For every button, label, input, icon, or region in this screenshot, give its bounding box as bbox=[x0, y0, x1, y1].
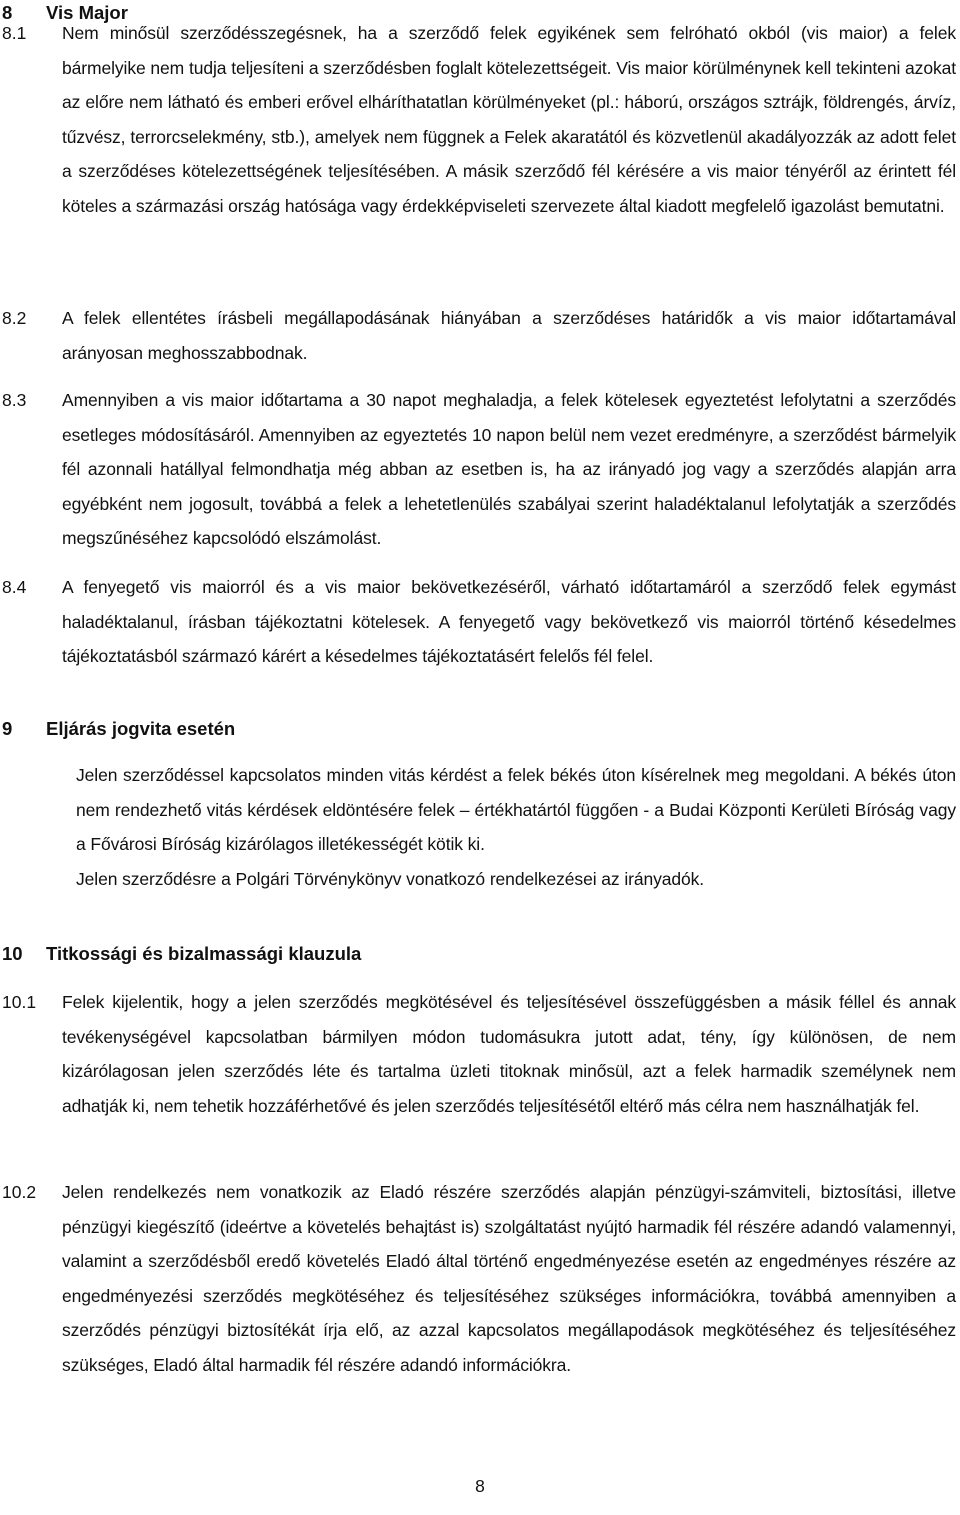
paragraph-number: 10.1 bbox=[2, 992, 37, 1012]
paragraph-8-2 bbox=[2, 301, 956, 370]
paragraph-10-2 bbox=[2, 1175, 956, 1382]
section-number: 8 bbox=[2, 2, 13, 23]
paragraph-text: A fenyegető vis maiorról és a vis maior bekövetkezéséről, várható időtartamáról a szerződő felek egymást haladéktalanul, írásban tájékoztatni kötelesek. A fenyegető vagy bekövetkező vis maiorról történő késedelmes tájékoztatásból származó kárért a késedelmes tájékoztatásért felelős fél felel. bbox=[62, 577, 956, 666]
paragraph-number: 8.3 bbox=[2, 390, 27, 410]
paragraph-8-1 bbox=[2, 16, 956, 223]
section-9-text-1: Jelen szerződéssel kapcsolatos minden vitás kérdést a felek békés úton kísérelnek meg megoldani. A békés úton nem rendezhető vitás kérdések eldöntésére felek – értékhatártól függően - a Budai Központi Kerületi Bíróság vagy a Fővárosi Bíróság kizárólagos illetékességét kötik ki. bbox=[76, 765, 956, 854]
section-9-body bbox=[76, 758, 956, 896]
paragraph-number: 10.2 bbox=[2, 1182, 37, 1202]
section-9-text-2: Jelen szerződésre a Polgári Törvénykönyv vonatkozó rendelkezései az irányadók. bbox=[76, 868, 705, 889]
section-number: 10 bbox=[2, 943, 23, 964]
paragraph-number: 8.4 bbox=[2, 577, 27, 597]
section-title: Titkossági és bizalmassági klauzula bbox=[46, 943, 362, 964]
paragraph-number: 8.2 bbox=[2, 308, 27, 328]
paragraph-10-1 bbox=[2, 985, 956, 1123]
page-number: 8 bbox=[475, 1476, 485, 1496]
section-title: Vis Major bbox=[46, 2, 128, 23]
section-number: 9 bbox=[2, 718, 13, 739]
paragraph-text: Nem minősül szerződésszegésnek, ha a szerződő felek egyikének sem felróható okból (vis maior) a felek bármelyike nem tudja teljesíteni a szerződésben foglalt kötelezettségeit. Vis maior körülménynek kell tekinteni azokat az előre nem látható és emberi erővel elháríthatatlan körülményeket (pl.: háború, országos sztrájk, földrengés, árvíz, tűzvész, terrorcselekmény, stb.), amelyek nem függnek a Felek akaratától és közvetlenül akadályozzák az adott felet a szerződéses kötelezettségének teljesítésében. A másik szerződő fél kérésére a vis maior tényéről az érintett fél köteles a származási ország hatósága vagy érdekképviseleti szervezete által kiadott megfelelő igazolást bemutatni. bbox=[62, 23, 956, 216]
paragraph-8-4 bbox=[2, 570, 956, 674]
paragraph-number: 8.1 bbox=[2, 23, 27, 43]
paragraph-text: Amennyiben a vis maior időtartama a 30 napot meghaladja, a felek kötelesek egyeztetést lefolytatni a szerződés esetleges módosításáról. Amennyiben az egyeztetés 10 napon belül nem vezet eredményre, a szerződést bármelyik fél azonnali hatállyal felmondhatja még abban az esetben is, ha az irányadó jog vagy a szerződés alapján arra egyébként nem jogosult, továbbá a felek a lehetetlenülés szabályai szerint haladéktalanul lefolytatják a szerződés megszűnéséhez kapcsolódó elszámolást. bbox=[62, 390, 956, 548]
section-9-heading bbox=[2, 717, 235, 741]
paragraph-text: Jelen rendelkezés nem vonatkozik az Eladó részére szerződés alapján pénzügyi-számviteli, biztosítási, illetve pénzügyi kiegészítő (ideértve a követelés behajtást is) szolgáltatást nyújtó harmadik fél részére adandó valamennyi, valamint a szerződésből eredő követelés Eladó által történő engedményezése esetén az engedményes részére az engedményezési szerződés megkötéséhez és teljesítéséhez szükséges információkra, továbbá amennyiben a szerződés pénzügyi biztosítékát írja elő, az azzal kapcsolatos megállapodások megkötéséhez és teljesítéséhez szükséges, Eladó által harmadik fél részére adandó információkra. bbox=[62, 1182, 956, 1375]
section-10-heading bbox=[2, 942, 361, 966]
section-title: Eljárás jogvita esetén bbox=[46, 718, 236, 739]
paragraph-text: A felek ellentétes írásbeli megállapodásának hiányában a szerződéses határidők a vis maior időtartamával arányosan meghosszabbodnak. bbox=[62, 308, 956, 363]
paragraph-text: Felek kijelentik, hogy a jelen szerződés megkötésével és teljesítésével összefüggésben a másik féllel és annak tevékenységével kapcsolatban bármilyen módon tudomásukra jutott adat, tény, így különösen, de nem kizárólagosan jelen szerződés léte és tartalma üzleti titoknak minősül, azt a felek harmadik személynek nem adhatják ki, nem tehetik hozzáférhetővé és jelen szerződés teljesítésétől eltérő más célra nem használhatják fel. bbox=[62, 992, 956, 1116]
paragraph-8-3 bbox=[2, 383, 956, 556]
